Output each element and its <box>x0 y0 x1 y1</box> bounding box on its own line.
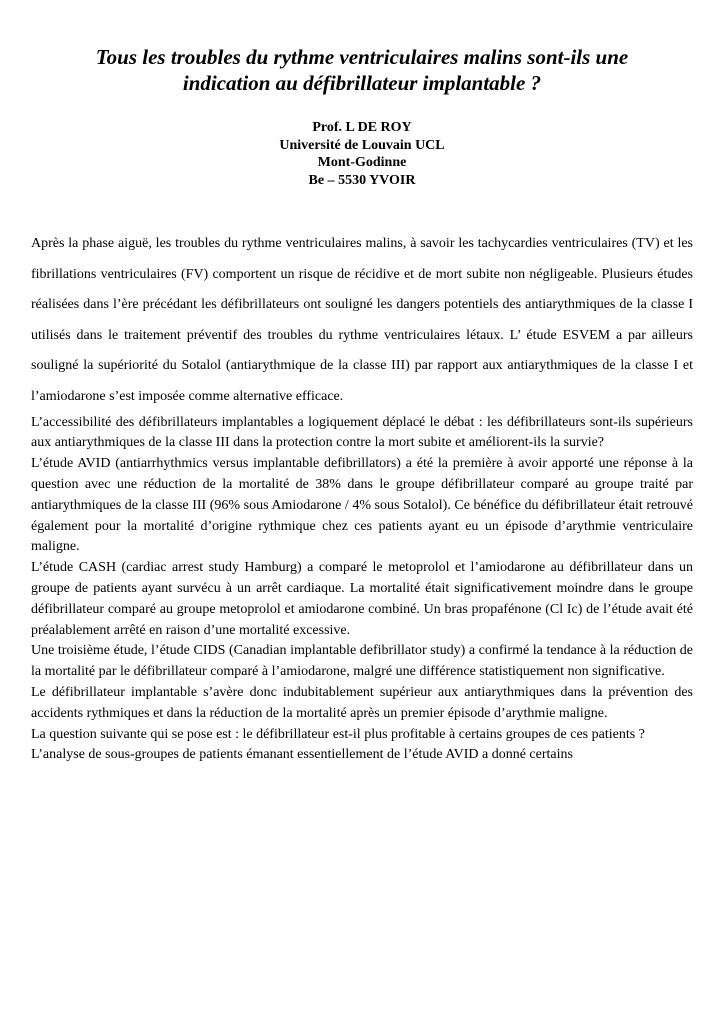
author-block <box>31 119 693 189</box>
paragraph-conclusion: Le défibrillateur implantable s’avère donc indubitablement supérieur aux antiarythmiques dans la prévention des accidents rythmiques et dans la réduction de la mortalité après un premier épisode d’arythmie maligne. <box>31 684 693 721</box>
document-title: Tous les troubles du rythme ventriculaires malins sont-ils une indication au défibrillateur implantable ? <box>95 45 629 95</box>
document-body <box>31 229 693 766</box>
author-address: Be – 5530 YVOIR <box>308 172 416 188</box>
paragraph-cash-study: L’étude CASH (cardiac arrest study Hamburg) a comparé le metoprolol et l’amiodarone au défibrillateur dans un groupe de patients ayant survécu à un arrêt cardiaque. La mortalité était significativement moindre dans le groupe défibrillateur comparé au groupe metoprolol et amiodarone combiné. Un bras propafénone (Cl Ic) de l’étude avait été préalablement arrêté en raison d’une mortalité excessive. <box>31 560 693 638</box>
author-affiliation: Université de Louvain UCL <box>279 137 445 153</box>
paragraph-subgroup-analysis: L’analyse de sous-groupes de patients émanant essentiellement de l’étude AVID a donné certains <box>31 747 573 763</box>
paragraph-intro: Après la phase aiguë, les troubles du rythme ventriculaires malins, à savoir les tachycardies ventriculaires (TV) et les fibrillations ventriculaires (FV) comportent un risque de récidive et de mort subite non négligeable. Plusieurs études réalisées dans l’ère précédant les défibrillateurs ont souligné les dangers potentiels des antiarythmiques de la classe I utilisés dans le traitement préventif des troubles du rythme ventriculaires létaux. L’ étude ESVEM a par ailleurs souligné la supériorité du Sotalol (antiarythmique de la classe III) par rapport aux antiarythmiques de la classe I et l’amiodarone s’est imposée comme alternative efficace. <box>31 236 693 404</box>
paragraph-avid-study: L’étude AVID (antiarrhythmics versus implantable defibrillators) a été la première à avoir apporté une réponse à la question avec une réduction de la mortalité de 38% dans le groupe défibrillateur comparé au groupe traité par antiarythmiques de la classe III (96% sous Amiodarone / 4% sous Sotalol). Ce bénéfice du défibrillateur était retrouvé également pour la mortalité d’origine rythmique chez ces patients ayant eu un épisode d’arythmie ventriculaire maligne. <box>31 456 693 555</box>
author-site: Mont-Godinne <box>317 155 407 170</box>
paragraph-question: La question suivante qui se pose est : le défibrillateur est-il plus profitable à certains groupes de ces patients ? <box>31 726 645 742</box>
paragraph-defibrillator-access: L’accessibilité des défibrillateurs implantables a logiquement déplacé le débat : les défibrillateurs sont-ils supérieurs aux antiarythmiques de la classe III dans la protection contre la mort subite et améliorent-ils la survie? <box>31 414 693 451</box>
paragraph-cids-study: Une troisième étude, l’étude CIDS (Canadian implantable defibrillator study) a confirmé la tendance à la réduction de la mortalité par le défibrillateur comparé à l’amiodarone, malgré une différence statistiquement non significative. <box>31 643 693 680</box>
author-name: Prof. L DE ROY <box>312 120 412 135</box>
